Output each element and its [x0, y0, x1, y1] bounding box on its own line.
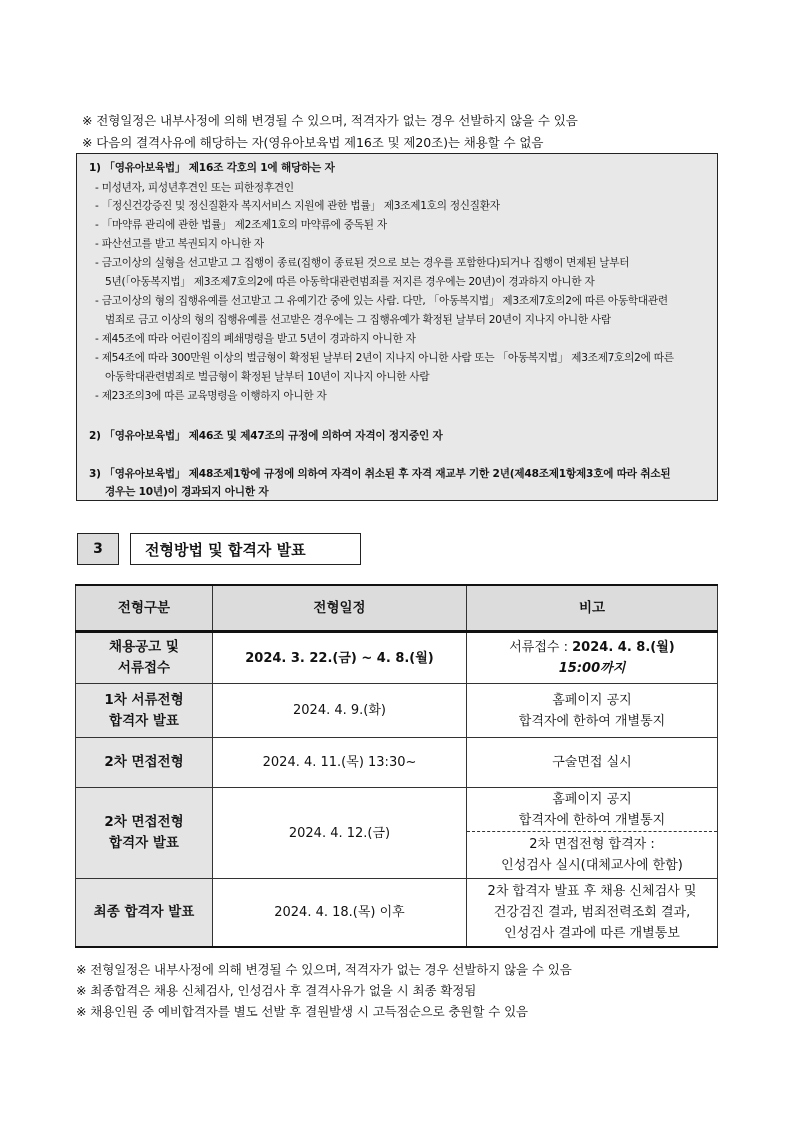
- disq-item: - 제54조에 따라 300만원 이상의 벌금형이 확정된 날부터 2년이 지나지 아니한 사람 또는 「아동복지법」 제3조제7호의2에 따른: [95, 352, 674, 364]
- row-schedule: 2024. 4. 9.(화): [213, 684, 467, 738]
- disq-item: - 「정신건강증진 및 정신질환자 복지서비스 지원에 관한 법률」 제3조제1호의 정신질환자: [95, 200, 500, 212]
- table-row: [76, 738, 718, 788]
- header-schedule: 전형일정: [213, 585, 467, 632]
- section-title: 전형방법 및 합격자 발표: [130, 533, 361, 565]
- row-note: 2차 합격자 발표 후 채용 신체검사 및 건강검진 결과, 범죄전력조회 결과, 인성검사 결과에 따른 개별통보: [467, 879, 718, 947]
- disq-item: - 「마약류 관리에 관한 법률」 제2조제1호의 마약류에 중독된 자: [95, 219, 387, 231]
- footnote-2: ※ 최종합격은 채용 신체검사, 인성검사 후 결격사유가 없을 시 최종 확정됨: [76, 983, 477, 998]
- disqualification-box: [76, 153, 718, 501]
- row-category: 2차 면접전형: [76, 738, 213, 788]
- disq-heading-3: 3) 「영유아보육법」 제48조제1항에 규정에 의하여 자격이 취소된 후 자격 재교부 기한 2년(제48조제1항제3호에 따라 취소된: [89, 468, 671, 480]
- row-note: 2차 면접전형 합격자 : 인성검사 실시(대체교사에 한함): [467, 832, 718, 879]
- schedule-table: [75, 584, 718, 948]
- top-note-1: ※ 전형일정은 내부사정에 의해 변경될 수 있으며, 적격자가 없는 경우 선발하지 않을 수 있음: [82, 113, 578, 128]
- row-note: 홈페이지 공지 합격자에 한하여 개별통지: [467, 684, 718, 738]
- table-row: [76, 632, 718, 684]
- disq-item-cont: 아동학대관련범죄로 벌금형이 확정된 날부터 10년이 지나지 아니한 사람: [105, 371, 430, 383]
- row-category: 1차 서류전형 합격자 발표: [76, 684, 213, 738]
- header-category: 전형구분: [76, 585, 213, 632]
- disq-item: - 미성년자, 피성년후견인 또는 피한정후견인: [95, 182, 294, 194]
- row-category: 최종 합격자 발표: [76, 879, 213, 947]
- top-note-2: ※ 다음의 결격사유에 해당하는 자(영유아보육법 제16조 및 제20조)는 채용할 수 없음: [82, 135, 544, 150]
- table-row: [76, 879, 718, 947]
- row-schedule: 2024. 3. 22.(금) ~ 4. 8.(월): [213, 632, 467, 684]
- footnote-1: ※ 전형일정은 내부사정에 의해 변경될 수 있으며, 적격자가 없는 경우 선발하지 않을 수 있음: [76, 962, 572, 977]
- section-number: 3: [77, 533, 119, 565]
- disq-item-cont: 범죄로 금고 이상의 형의 집행유예를 선고받은 경우에는 그 집행유예가 확정된 날부터 20년이 지나지 아니한 사람: [105, 314, 611, 326]
- row-category: 채용공고 및 서류접수: [76, 632, 213, 684]
- disq-heading-2: 2) 「영유아보육법」 제46조 및 제47조의 규정에 의하여 자격이 정지중인 자: [89, 430, 443, 442]
- disq-heading-1: 1) 「영유아보육법」 제16조 각호의 1에 해당하는 자: [89, 162, 335, 174]
- row-category: 2차 면접전형 합격자 발표: [76, 788, 213, 879]
- disq-heading-3-cont: 경우는 10년)이 경과되지 아니한 자: [105, 486, 269, 498]
- disq-item: - 금고이상의 실형을 선고받고 그 집행이 종료(집행이 종료된 것으로 보는 경우를 포함한다)되거나 집행이 면제된 날부터: [95, 257, 630, 269]
- row-schedule: 2024. 4. 18.(목) 이후: [213, 879, 467, 947]
- footnote-3: ※ 채용인원 중 예비합격자를 별도 선발 후 결원발생 시 고득점순으로 충원할 수 있음: [76, 1004, 529, 1019]
- disq-item-cont: 5년(「아동복지법」 제3조제7호의2에 따른 아동학대관련범죄를 저지른 경우에는 20년)이 경과하지 아니한 자: [105, 276, 595, 288]
- row-note: 홈페이지 공지 합격자에 한하여 개별통지: [467, 788, 718, 832]
- disq-item: - 금고이상의 형의 집행유예를 선고받고 그 유예기간 중에 있는 사람. 다만, 「아동복지법」 제3조제7호의2에 따른 아동학대관련: [95, 295, 668, 307]
- row-note: 서류접수 : 2024. 4. 8.(월) 15:00까지: [467, 632, 718, 684]
- table-row: [76, 684, 718, 738]
- row-note: 구술면접 실시: [467, 738, 718, 788]
- row-schedule: 2024. 4. 12.(금): [213, 788, 467, 879]
- table-header-row: [76, 585, 718, 632]
- header-note: 비고: [467, 585, 718, 632]
- disq-item: - 제45조에 따라 어린이집의 폐쇄명령을 받고 5년이 경과하지 아니한 자: [95, 333, 416, 345]
- row-schedule: 2024. 4. 11.(목) 13:30~: [213, 738, 467, 788]
- disq-item: - 제23조의3에 따른 교육명령을 이행하지 아니한 자: [95, 390, 327, 402]
- table-row: [76, 788, 718, 832]
- disq-item: - 파산선고를 받고 복권되지 아니한 자: [95, 238, 264, 250]
